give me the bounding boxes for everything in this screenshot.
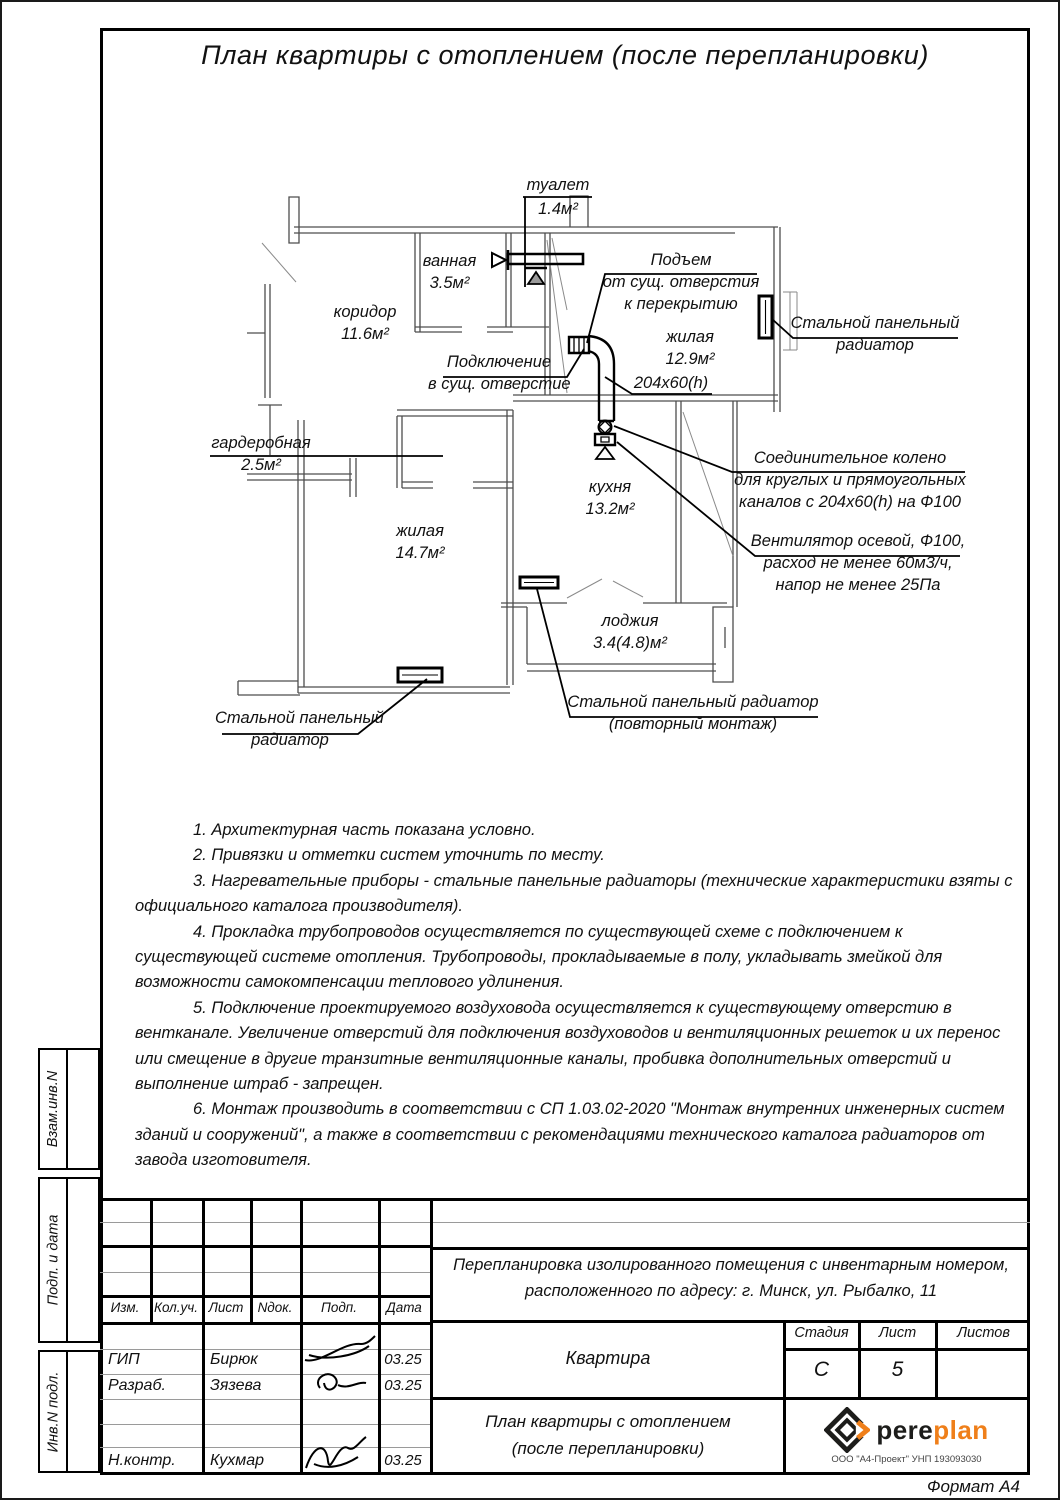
tb-stage-label: Стадия bbox=[794, 1325, 849, 1341]
annotation-duct-size bbox=[626, 373, 716, 395]
annotation-line: для круглых и прямоугольных bbox=[734, 470, 966, 489]
tb-col-data: Дата bbox=[386, 1300, 422, 1315]
annotation-radiator-left bbox=[215, 708, 384, 752]
annotation-connection bbox=[428, 352, 570, 396]
tb-sheet-title bbox=[433, 1408, 783, 1462]
tb-doc-title-line1: Перепланировка изолированного помещения с инвентарным номером, bbox=[453, 1256, 1009, 1274]
room-name: туалет bbox=[526, 176, 590, 194]
tb-role-gip: ГИП bbox=[108, 1351, 140, 1368]
note-item: 6. Монтаж производить в соответствии с СП 1.03.02-2020 "Монтаж внутренних инженерных систем зданий и сооружений", а также в соответствии с рекомендациями технического каталога радиаторов от завода изготовителя. bbox=[135, 1100, 1005, 1170]
tb-object-label: Квартира bbox=[565, 1348, 651, 1368]
side-box-vzam bbox=[38, 1048, 100, 1170]
annotation-line: Подъем bbox=[650, 251, 712, 269]
annotation-line: к перекрытию bbox=[624, 294, 738, 313]
tb-col-ndok: Nдок. bbox=[257, 1300, 293, 1315]
tb-stage-value: С bbox=[813, 1358, 830, 1381]
tb-sheet-title-line2: (после перепланировки) bbox=[511, 1439, 705, 1458]
room-label-wardrobe bbox=[200, 433, 322, 477]
annotation-line: Соединительное колено bbox=[753, 449, 947, 467]
tb-sheet-title-line1: План квартиры с отоплением bbox=[485, 1412, 731, 1431]
signature-razrab bbox=[308, 1368, 374, 1398]
side-box-blank-cell bbox=[68, 1352, 98, 1471]
logo-wordmark bbox=[876, 1415, 988, 1446]
annotation-line: каналов с 204x60(h) на Ф100 bbox=[739, 492, 961, 511]
page-title: План квартиры с отоплением (после перепланировки) bbox=[201, 40, 929, 70]
note-item: 1. Архитектурная часть показана условно. bbox=[193, 821, 536, 839]
tb-sheet-label: Лист bbox=[878, 1325, 917, 1341]
room-area: 3.5м² bbox=[429, 273, 470, 292]
annotation-line: Подключение bbox=[446, 353, 552, 371]
tb-name-nkontr: Кухмар bbox=[210, 1452, 265, 1469]
room-area: 14.7м² bbox=[395, 543, 445, 562]
side-box-label-cell bbox=[40, 1179, 68, 1341]
format-label: Формат А4 bbox=[926, 1477, 1020, 1496]
tb-col-koluch: Кол.уч. bbox=[153, 1300, 199, 1315]
room-area: 3.4(4.8)м² bbox=[593, 633, 667, 652]
tb-doc-title-line2: расположенного по адресу: г. Минск, ул. Рыбалко, 11 bbox=[524, 1282, 938, 1300]
tb-col-list: Лист bbox=[208, 1300, 244, 1315]
side-label: Инв.N подл. bbox=[45, 1371, 61, 1452]
room-area: 12.9м² bbox=[665, 349, 715, 368]
logo-company-info: ООО "А4-Проект" УНП 193093030 bbox=[831, 1454, 982, 1465]
annotation-line: Стальной панельный радиатор bbox=[567, 693, 819, 711]
note-item: 2. Привязки и отметки систем уточнить по месту. bbox=[193, 846, 605, 865]
pereplan-diamond-icon bbox=[824, 1407, 870, 1453]
general-notes bbox=[135, 818, 1025, 1174]
side-box-blank-cell bbox=[68, 1179, 98, 1341]
room-name: жилая bbox=[666, 328, 714, 346]
annotation-line: Стальной панельный bbox=[215, 709, 384, 727]
annotation-fan bbox=[748, 531, 968, 596]
annotation-elbow bbox=[728, 448, 972, 513]
room-area-toilet bbox=[528, 199, 588, 221]
tb-doc-title bbox=[435, 1252, 1027, 1304]
tb-col-podp: Подп. bbox=[321, 1300, 357, 1315]
note-item: 3. Нагревательные приборы - стальные панельные радиаторы (технические характеристики взяты с официального каталога производителя). bbox=[135, 871, 1013, 916]
tb-name-razrab: Зязева bbox=[210, 1377, 262, 1394]
tb-sheet-value: 5 bbox=[891, 1358, 904, 1381]
annotation-line: 204x60(h) bbox=[633, 374, 709, 392]
company-logo bbox=[783, 1399, 1030, 1473]
side-label: Подп. и дата bbox=[45, 1214, 61, 1306]
room-area: 11.6м² bbox=[341, 324, 389, 343]
side-box-inv bbox=[38, 1350, 100, 1473]
room-label-kitchen bbox=[560, 477, 660, 521]
annotation-rise bbox=[598, 250, 764, 315]
vent-duct bbox=[569, 336, 615, 459]
room-label-corridor bbox=[310, 302, 420, 346]
side-label: Взам.инв.N bbox=[45, 1070, 61, 1148]
room-area: 2.5м² bbox=[241, 455, 281, 474]
room-area: 1.4м² bbox=[538, 200, 578, 218]
note-item: 5. Подключение проектируемого воздуховода осуществляется к существующему отверстию в вентканале. Увеличение отверстий для подключения воздуховодов и вентиляционных решеток и их перенос или смещение в другие транзитные вентиляционные каналы, пробивка дополнительных отверстий и выполнение штраб - запрещен. bbox=[135, 998, 1001, 1094]
tb-sheets-label: Листов bbox=[957, 1325, 1010, 1341]
side-box-label-cell bbox=[40, 1352, 68, 1471]
room-area: 13.2м² bbox=[585, 499, 635, 518]
annotation-line: напор не менее 25Па bbox=[775, 575, 941, 594]
side-box-label-cell bbox=[40, 1050, 68, 1168]
room-label-loggia bbox=[570, 611, 690, 655]
room-label-bathroom bbox=[402, 251, 497, 295]
room-name: ванная bbox=[422, 252, 477, 270]
annotation-line: в сущ. отверстие bbox=[428, 374, 571, 393]
tb-role-nkontr: Н.контр. bbox=[108, 1452, 176, 1469]
annotation-radiator-loggia bbox=[558, 692, 828, 736]
room-label-living-129 bbox=[640, 327, 740, 371]
room-label-toilet bbox=[520, 175, 596, 197]
annotation-line: радиатор bbox=[836, 335, 914, 354]
room-label-living-147 bbox=[370, 521, 470, 565]
room-name: жилая bbox=[396, 522, 444, 540]
logo-text-orange: plan bbox=[933, 1414, 989, 1445]
annotation-line: от сущ. отверстия bbox=[602, 272, 760, 291]
tb-date-gip: 03.25 bbox=[384, 1351, 422, 1368]
logo-text-black: pere bbox=[876, 1414, 934, 1445]
annotation-line: Стальной панельный bbox=[790, 314, 960, 332]
room-name: лоджия bbox=[601, 612, 659, 630]
tb-role-razrab: Разраб. bbox=[108, 1377, 166, 1394]
room-name: гардеробная bbox=[211, 434, 311, 452]
note-item: 4. Прокладка трубопроводов осуществляется по существующей схеме с подключением к существующей системе отопления. Трубопроводы, прокладываемые в полу, укладывать змейкой для возможности самокомпенсации теплового удлинения. bbox=[135, 922, 943, 992]
side-box-blank-cell bbox=[68, 1050, 98, 1168]
annotation-line: (повторный монтаж) bbox=[608, 714, 778, 733]
signature-gip bbox=[303, 1328, 377, 1370]
signature-nkontr bbox=[300, 1432, 378, 1480]
annotation-line: радиатор bbox=[251, 730, 329, 749]
annotation-radiator-right bbox=[785, 313, 965, 357]
side-box-podp bbox=[38, 1177, 100, 1343]
room-name: кухня bbox=[588, 478, 632, 496]
room-name: коридор bbox=[333, 303, 397, 321]
annotation-line: Вентилятор осевой, Ф100, bbox=[750, 532, 966, 550]
annotation-line: расход не менее 60м3/ч, bbox=[763, 553, 953, 572]
tb-name-gip: Бирюк bbox=[210, 1351, 258, 1368]
tb-col-izm: Изм. bbox=[110, 1300, 140, 1315]
tb-date-nkontr: 03.25 bbox=[384, 1452, 422, 1469]
tb-date-razrab: 03.25 bbox=[384, 1377, 422, 1394]
